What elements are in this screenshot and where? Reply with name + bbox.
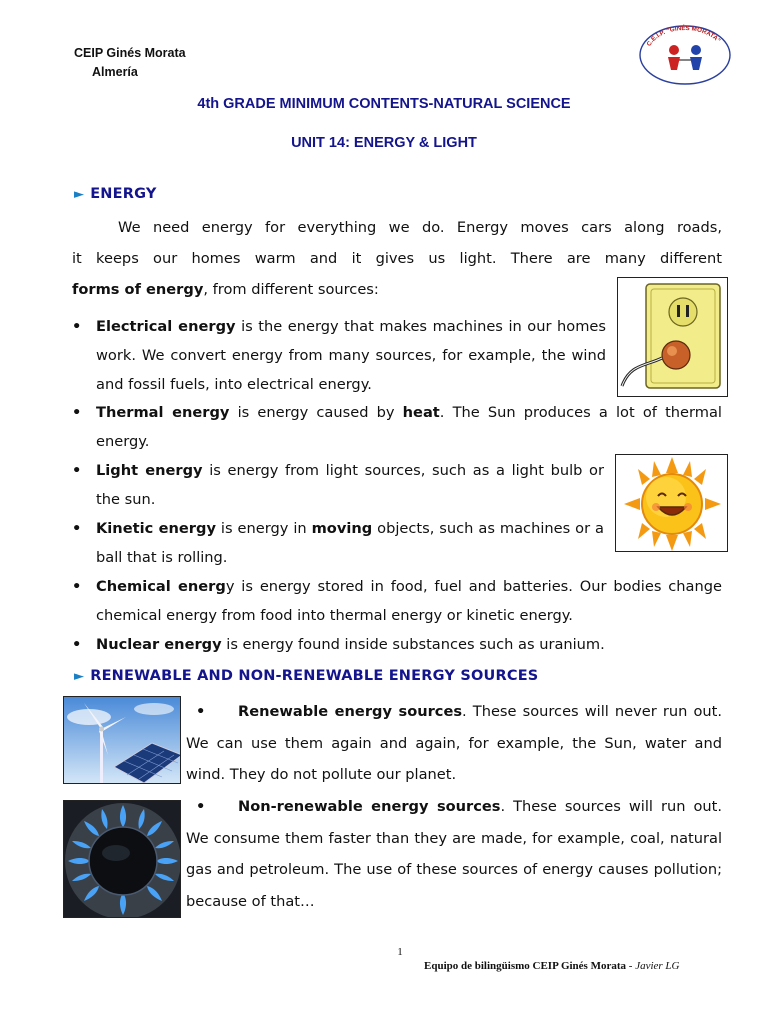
smiling-sun-image (615, 454, 728, 552)
bullet-icon: • (72, 318, 82, 335)
list-item-text: Thermal energy is energy caused by heat. The Sun produces a lot of thermal energy. (96, 404, 722, 450)
gas-flame-image (63, 800, 181, 918)
bullet-icon: • (72, 636, 82, 653)
footer-credit: Equipo de bilingüismo CEIP Ginés Morata - Javier LG (424, 960, 680, 972)
renewable-heading-text: RENEWABLE AND NON-RENEWABLE ENERGY SOURCES (90, 668, 539, 684)
bullet-icon: • (72, 520, 82, 537)
plug-socket-image (617, 277, 728, 397)
renewable-heading (74, 668, 538, 684)
intro-line-3: forms of energy, from different sources: (72, 281, 379, 298)
bullet-icon: • (196, 798, 206, 815)
list-item-text: Electrical energy is the energy that makes machines in our homes work. We convert energy from many sources, for example, the wind and fossil fuels, into electrical energy. (96, 318, 606, 393)
bullet-icon: • (72, 578, 82, 595)
school-name: CEIP Ginés Morata (74, 46, 186, 60)
renewable-text: . These sources will never run out. We can use them again and again, for example, the Sun, water and wind. They do not pollute our planet. (186, 703, 722, 783)
non-renewable-item (186, 791, 722, 917)
renewable-term: Renewable energy sources (238, 703, 463, 720)
non-renewable-text: . These sources will run out. We consume them faster than they are made, for example, coal, natural gas and petroleum. The use of these sources of energy causes pollution; because of that… (186, 798, 722, 910)
school-city: Almería (92, 65, 138, 79)
page-title: 4th GRADE MINIMUM CONTENTS-NATURAL SCIENCE (197, 96, 571, 112)
energy-heading (74, 186, 157, 202)
arrow-right-icon: ► (74, 669, 85, 684)
arrow-right-icon: ► (74, 187, 85, 202)
page-number: 1 (397, 946, 403, 958)
wind-solar-image (63, 696, 181, 784)
school-logo (638, 24, 732, 86)
list-item-text: Nuclear energy is energy found inside substances such as uranium. (96, 636, 605, 653)
intro-line-2: it keeps our homes warm and it gives us light. There are many different (72, 250, 722, 267)
energy-heading-text: ENERGY (90, 186, 157, 202)
svg-text:C.E.I.P. "GINÉS MORATA": C.E.I.P. "GINÉS MORATA" (645, 24, 722, 48)
intro-line-1: We need energy for everything we do. Energy moves cars along roads, (118, 219, 722, 236)
list-item-text: Kinetic energy is energy in moving objects, such as machines or a ball that is rolling. (96, 520, 604, 566)
unit-title: UNIT 14: ENERGY & LIGHT (291, 135, 477, 151)
bullet-icon: • (72, 462, 82, 479)
school-header (74, 44, 186, 82)
bullet-icon: • (196, 703, 206, 720)
non-renewable-term: Non-renewable energy sources (238, 798, 501, 815)
list-item-text: Chemical energy is energy stored in food, fuel and batteries. Our bodies change chemical energy from food into thermal energy or kinetic energy. (96, 578, 722, 624)
renewable-item (186, 696, 722, 791)
list-item-text: Light energy is energy from light sources, such as a light bulb or the sun. (96, 462, 604, 508)
bullet-icon: • (72, 404, 82, 421)
